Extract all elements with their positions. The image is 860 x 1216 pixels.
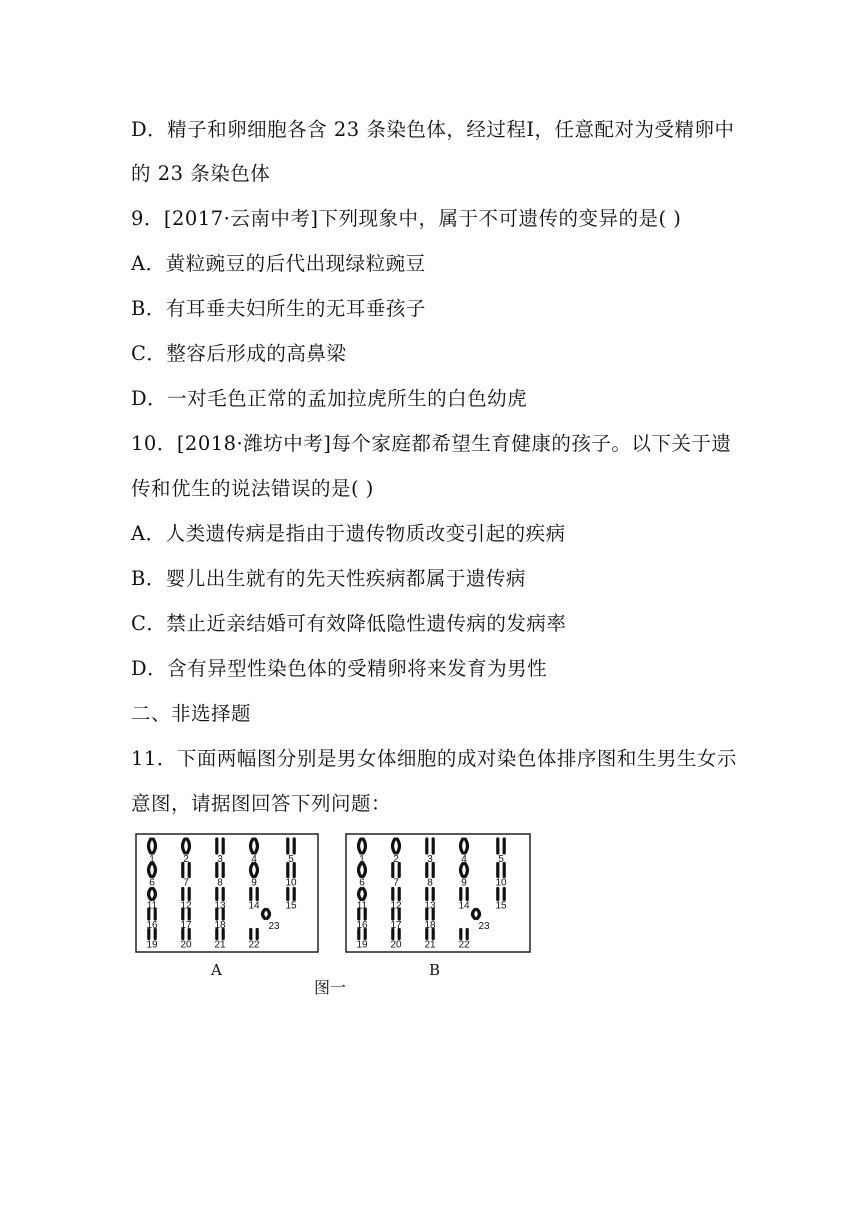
panel-a-number-4: 4	[251, 854, 257, 865]
panel-b-chromosome-pair-20	[393, 930, 399, 939]
figure-caption: 图一	[314, 978, 347, 997]
panel-b-chromosome-pair-23	[473, 910, 480, 919]
panel-b-number-20: 20	[390, 939, 402, 951]
panel-a-number-14: 14	[248, 900, 260, 912]
q10-stem-line2: 传和优生的说法错误的是( )	[131, 477, 374, 500]
panel-a-chromosome-pair-23	[263, 910, 270, 919]
panel-b-number-3: 3	[427, 854, 433, 865]
panel-b-chromosome-pair-6	[359, 864, 366, 877]
q11-stem-line1: 11．下面两幅图分别是男女体细胞的成对染色体排序图和生男生女示	[131, 747, 737, 770]
panel-a-chromosome-pair-5	[288, 839, 294, 853]
panel-a-chromosome-pair-15	[288, 889, 294, 900]
panel-a-number-8: 8	[217, 877, 223, 889]
panel-a-chromosome-pair-13	[217, 889, 223, 900]
panel-b-chromosome-pair-9	[461, 864, 468, 877]
panel-a-label: A	[211, 961, 222, 979]
panel-b-chromosome-pair-21	[427, 930, 433, 939]
panel-b-number-19: 19	[356, 939, 368, 951]
panel-a-chromosomes	[146, 839, 297, 951]
panel-b-number-18: 18	[424, 920, 436, 931]
panel-b-chromosome-pair-12	[393, 889, 399, 900]
section-heading: 二、非选择题	[131, 702, 252, 725]
panel-b-number-13: 13	[424, 900, 436, 912]
panel-a-chromosome-pair-4	[251, 839, 258, 853]
panel-a-chromosome-pair-19	[149, 930, 155, 939]
panel-b-chromosome-pair-16	[359, 909, 365, 919]
panel-a-number-2: 2	[183, 854, 189, 865]
panel-b-number-15: 15	[495, 900, 507, 912]
panel-b-chromosome-pair-13	[427, 889, 433, 900]
panel-a-frame	[136, 834, 318, 952]
panel-a-number-10: 10	[285, 877, 297, 889]
panel-a-number-22: 22	[248, 939, 260, 951]
panel-b-number-2: 2	[393, 854, 399, 865]
panel-a-chromosome-pair-1	[149, 839, 156, 853]
panel-b-chromosome-pair-1	[359, 839, 366, 853]
panel-b-number-6: 6	[359, 877, 365, 889]
panel-b-frame	[346, 834, 530, 952]
panel-b-chromosome-pair-11	[359, 889, 366, 900]
panel-b-number-9: 9	[461, 877, 467, 889]
panel-a-number-23: 23	[268, 921, 280, 932]
panel-a-chromosome-pair-22	[251, 930, 257, 939]
panel-a-number-19: 19	[146, 939, 158, 951]
panel-b-chromosome-pair-14	[461, 889, 467, 900]
q9-option-c: C．整容后形成的高鼻梁	[131, 342, 347, 365]
panel-a-chromosome-pair-18	[217, 909, 223, 919]
panel-b-chromosome-pair-4	[461, 839, 468, 853]
panel-a-number-5: 5	[288, 854, 294, 865]
panel-b-chromosome-pair-19	[359, 930, 365, 939]
panel-a-number-11: 11	[146, 900, 158, 912]
panel-a-chromosome-pair-9	[251, 864, 258, 877]
panel-a-number-18: 18	[214, 920, 226, 931]
panel-a-chromosome-pair-10	[288, 864, 294, 877]
panel-b-label: B	[429, 961, 441, 979]
panel-a-number-9: 9	[251, 877, 257, 889]
panel-a-chromosome-pair-21	[217, 930, 223, 939]
panel-b-chromosome-pair-10	[498, 864, 504, 877]
panel-a-chromosome-pair-7	[183, 864, 189, 877]
panel-b-number-11: 11	[356, 900, 368, 912]
panel-a-chromosome-pair-16	[149, 909, 155, 919]
panel-a-chromosome-pair-14	[251, 889, 257, 900]
q9-stem: 9．[2017·云南中考]下列现象中，属于不可遗传的变异的是( )	[131, 207, 682, 230]
q10-option-c: C．禁止近亲结婚可有效降低隐性遗传病的发病率	[131, 612, 567, 635]
panel-a-number-7: 7	[183, 877, 189, 889]
panel-b-number-8: 8	[427, 877, 433, 889]
panel-a-chromosome-pair-17	[183, 909, 189, 919]
panel-b-chromosome-pair-8	[427, 864, 433, 877]
panel-b-chromosome-pair-22	[461, 930, 467, 939]
q10-option-a: A．人类遗传病是指由于遗传物质改变引起的疾病	[131, 522, 566, 545]
panel-a-chromosome-pair-6	[149, 864, 156, 877]
panel-a-number-1: 1	[149, 854, 155, 865]
panel-b-number-17: 17	[390, 920, 402, 931]
panel-a-number-3: 3	[217, 854, 223, 865]
panel-b-number-14: 14	[458, 900, 470, 912]
panel-b-number-10: 10	[495, 877, 507, 889]
panel-a-chromosome-pair-2	[183, 839, 190, 853]
panel-a-number-16: 16	[146, 920, 158, 931]
panel-a-number-17: 17	[180, 920, 192, 931]
panel-a-number-6: 6	[149, 877, 155, 889]
panel-a-number-21: 21	[214, 939, 226, 951]
panel-b-number-22: 22	[458, 939, 470, 951]
panel-a-chromosome-pair-3	[217, 839, 223, 853]
panel-b-number-5: 5	[498, 854, 504, 865]
panel-b-chromosome-pair-18	[427, 909, 433, 919]
panel-b-chromosome-pair-7	[393, 864, 399, 877]
q9-option-a: A．黄粒豌豆的后代出现绿粒豌豆	[131, 252, 426, 275]
panel-a-chromosome-pair-12	[183, 889, 189, 900]
panel-b-number-1: 1	[359, 854, 365, 865]
panel-a-number-20: 20	[180, 939, 192, 951]
panel-a-chromosome-pair-11	[149, 889, 156, 900]
q9-option-b: B．有耳垂夫妇所生的无耳垂孩子	[131, 297, 426, 320]
panel-b-chromosome-pair-3	[427, 839, 433, 853]
q10-stem-line1: 10．[2018·潍坊中考]每个家庭都希望生育健康的孩子。以下关于遗	[131, 432, 732, 455]
q10-option-d: D．含有异型性染色体的受精卵将来发育为男性	[131, 657, 548, 680]
panel-b-number-12: 12	[390, 900, 402, 912]
panel-b-chromosome-pair-5	[498, 839, 504, 853]
q8-option-d-line1: D．精子和卵细胞各含 23 条染色体，经过程Ⅰ，任意配对为受精卵中	[131, 118, 735, 141]
panel-a-chromosome-pair-20	[183, 930, 189, 939]
panel-b-chromosome-pair-15	[498, 889, 504, 900]
q8-option-d-line2: 的 23 条染色体	[131, 162, 271, 185]
panel-b-number-23: 23	[478, 921, 490, 932]
panel-a-number-15: 15	[285, 900, 297, 912]
panel-b-chromosome-pair-2	[393, 839, 400, 853]
panel-b-number-7: 7	[393, 877, 399, 889]
q11-stem-line2: 意图，请据图回答下列问题：	[131, 792, 392, 815]
panel-a-number-12: 12	[180, 900, 192, 912]
panel-b-number-21: 21	[424, 939, 436, 951]
panel-a-number-13: 13	[214, 900, 226, 912]
panel-b-chromosomes	[356, 839, 507, 951]
panel-b-chromosome-pair-17	[393, 909, 399, 919]
panel-b-number-16: 16	[356, 920, 368, 931]
q9-option-d: D．一对毛色正常的孟加拉虎所生的白色幼虎	[131, 387, 528, 410]
panel-b-number-4: 4	[461, 854, 467, 865]
q10-option-b: B．婴儿出生就有的先天性疾病都属于遗传病	[131, 567, 526, 590]
panel-a-chromosome-pair-8	[217, 864, 223, 877]
